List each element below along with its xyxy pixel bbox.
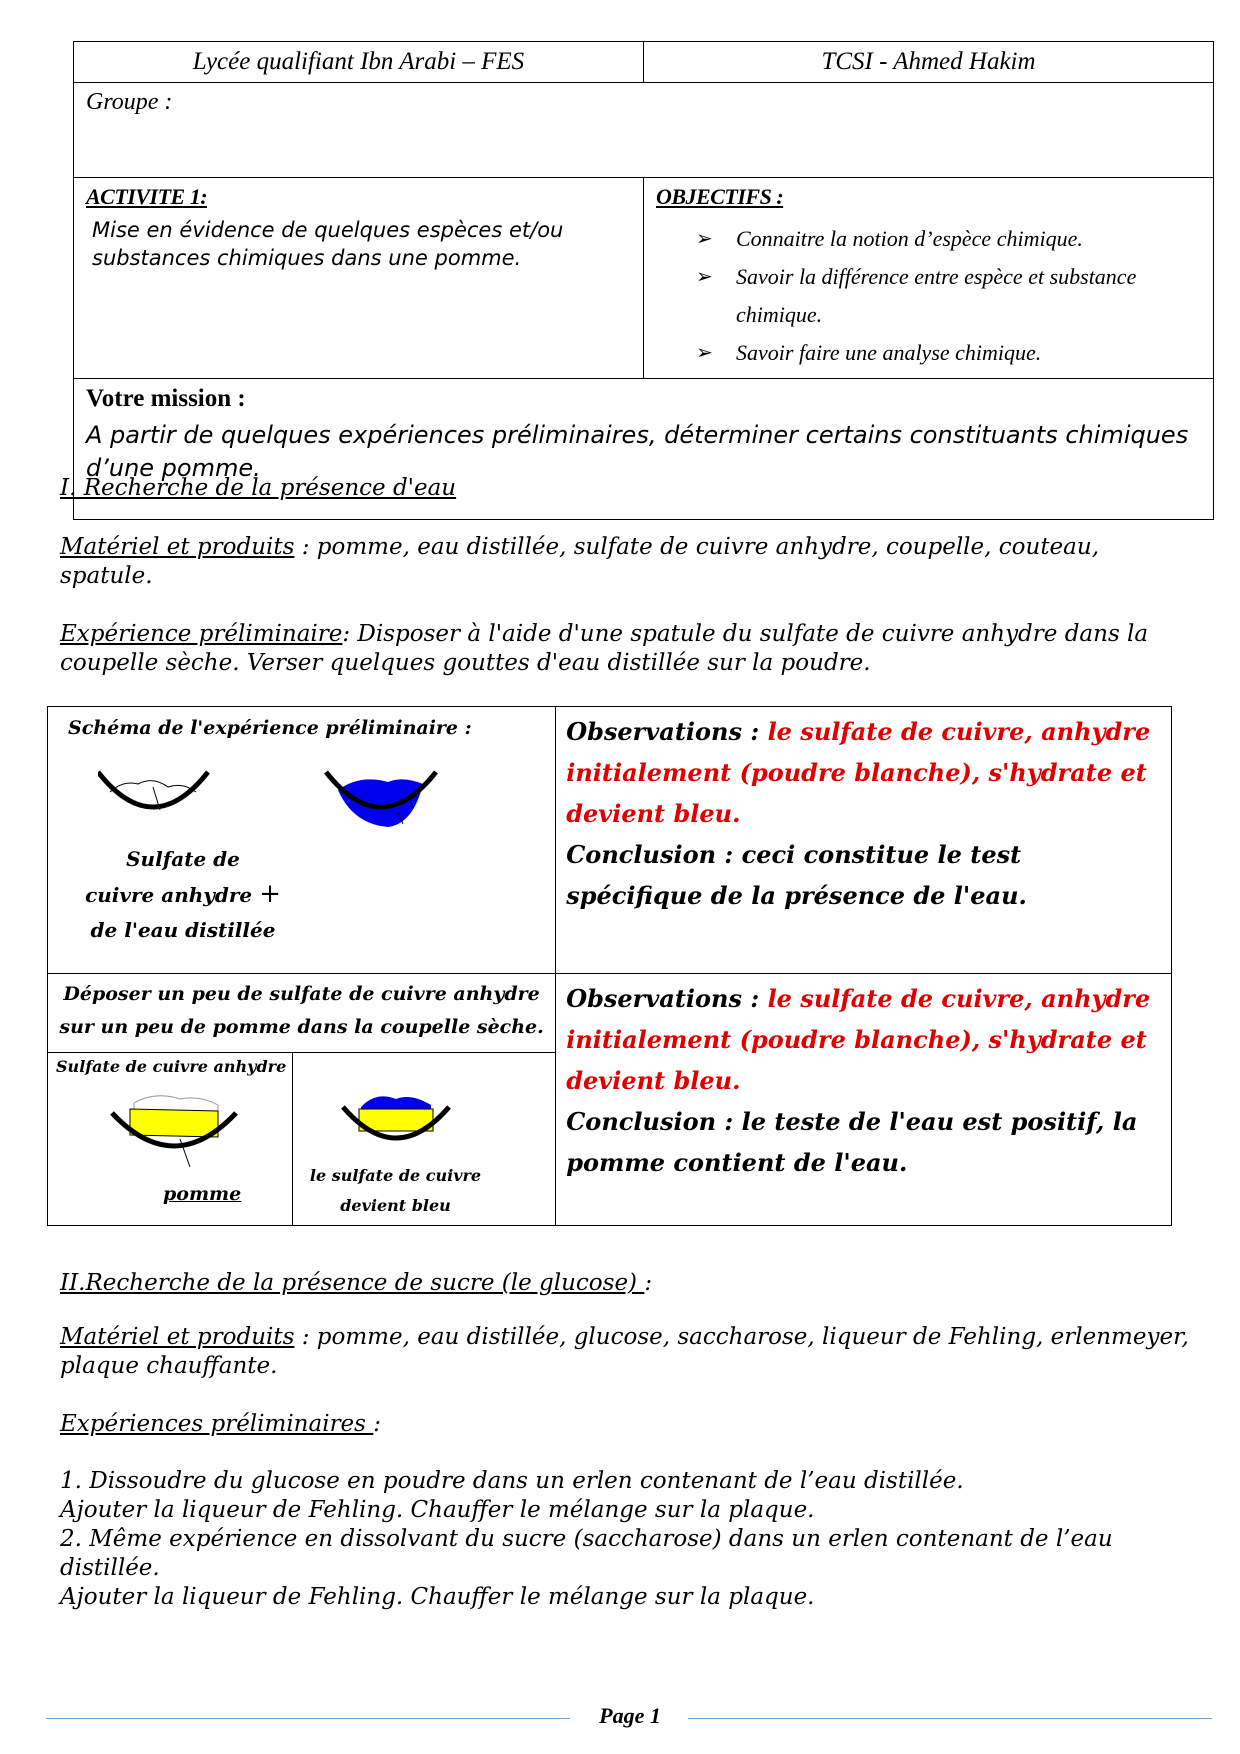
arrow-bullet-icon: ➢ <box>696 228 713 250</box>
class-teacher: TCSI - Ahmed Hakim <box>821 48 1036 75</box>
header-table <box>73 41 1214 520</box>
class-teacher-cell <box>644 42 1214 83</box>
list-item: ➢ Connaitre la notion d’espèce chimique. <box>696 220 1201 258</box>
activite-title: ACTIVITE 1: <box>86 184 208 209</box>
schema-cell <box>48 707 556 974</box>
mission-title: Votre mission : <box>86 385 246 412</box>
arrow-bullet-icon: ➢ <box>696 266 713 288</box>
section2-materiel: Matériel et produits : pomme, eau distillée, glucose, saccharose, liqueur de Fehling, erlenmeyer, plaque chauffante. <box>60 1324 1189 1379</box>
observation-text-2: le sulfate de cuivre, anhydre initialement (poudre blanche), s'hydrate et devient bleu. <box>566 984 1151 1095</box>
observation-cell-1: Observations : le sulfate de cuivre, anhydre initialement (poudre blanche), s'hydrate et devient bleu. Conclusion : ceci constitue le test spécifique de la présence de l'eau. <box>556 707 1172 974</box>
bowl-apple-white-icon <box>110 1089 240 1169</box>
objectifs-title: OBJECTIFS : <box>656 184 784 209</box>
arrow-bullet-icon: ➢ <box>696 342 713 364</box>
section2-heading: II.Recherche de la présence de sucre (le glucose) : <box>60 1270 653 1296</box>
apple-sulfate-cell <box>48 1053 293 1226</box>
bowl-drawings <box>98 762 438 832</box>
pomme-label: pomme <box>163 1183 242 1205</box>
section1-heading: I. Recherche de la présence d'eau <box>60 475 457 501</box>
objectifs-cell <box>644 178 1214 379</box>
bowl-apple-blue-icon <box>341 1089 451 1159</box>
school-name: Lycée qualifiant Ibn Arabi – FES <box>192 48 525 75</box>
bowl-white-icon <box>98 772 208 810</box>
section2-experiences-label: Expériences préliminaires : <box>60 1411 382 1437</box>
experiment-table <box>47 706 1172 1226</box>
activite-cell <box>74 178 644 379</box>
sulfate-label: Sulfate de cuivre anhydre <box>56 1057 287 1076</box>
section2-procedure: 1. Dissoudre du glucose en poudre dans un erlen contenant de l’eau distillée. Ajouter la liqueur de Fehling. Chauffer le mélange sur la plaque. 2. Même expérience en dissolvant du sucre (saccharose) dans un erlen contenant de l’eau distillée. Ajouter la liqueur de Fehling. Chauffer le mélange sur la plaque. <box>60 1468 1113 1610</box>
list-item: ➢ Savoir la différence entre espèce et substance chimique. <box>696 258 1201 334</box>
footer-divider-right <box>688 1718 1212 1719</box>
observation-text-1: le sulfate de cuivre, anhydre initialement (poudre blanche), s'hydrate et devient bleu. <box>566 717 1151 828</box>
conclusion-text-1: Conclusion : ceci constitue le test spécifique de la présence de l'eau. <box>566 840 1027 910</box>
footer-divider-left <box>46 1718 570 1719</box>
section1-materiel: Matériel et produits : pomme, eau distillée, sulfate de cuivre anhydre, coupelle, couteau, spatule. <box>60 534 1100 589</box>
list-item: ➢ Savoir faire une analyse chimique. <box>696 334 1201 372</box>
groupe-label: Groupe : <box>86 89 173 115</box>
bleu-label: le sulfate de cuivre devient bleu <box>309 1166 482 1215</box>
bowl-blue-icon <box>326 772 436 827</box>
page-number: Page 1 <box>599 1703 661 1728</box>
objectifs-list <box>696 220 1201 372</box>
school-cell <box>74 42 644 83</box>
section1-experience: Expérience préliminaire: Disposer à l'aide d'une spatule du sulfate de cuivre anhydre dans la coupelle sèche. Verser quelques gouttes d'eau distillée sur la poudre. <box>60 621 1149 676</box>
mission-text: A partir de quelques expériences préliminaires, déterminer certains constituants chimiques d’une pomme. <box>86 421 1189 482</box>
deposer-cell <box>48 974 556 1053</box>
apple-blue-cell <box>293 1053 556 1226</box>
plus-sign: + <box>259 879 281 909</box>
schema-label: Sulfate de cuivre anhydre + de l'eau distillée <box>85 847 281 942</box>
observation-cell-2: Observations : le sulfate de cuivre, anhydre initialement (poudre blanche), s'hydrate et devient bleu. Conclusion : le teste de l'eau est positif, la pomme contient de l'eau. <box>556 974 1172 1226</box>
groupe-cell <box>74 83 1214 178</box>
activite-description: Mise en évidence de quelques espèces et/ou substances chimiques dans une pomme. <box>92 218 564 270</box>
schema-title: Schéma de l'expérience préliminaire : <box>68 717 472 739</box>
conclusion-text-2: Conclusion : le teste de l'eau est positif, la pomme contient de l'eau. <box>566 1107 1138 1177</box>
deposer-text: Déposer un peu de sulfate de cuivre anhydre sur un peu de pomme dans la coupelle sèche. <box>59 983 544 1038</box>
